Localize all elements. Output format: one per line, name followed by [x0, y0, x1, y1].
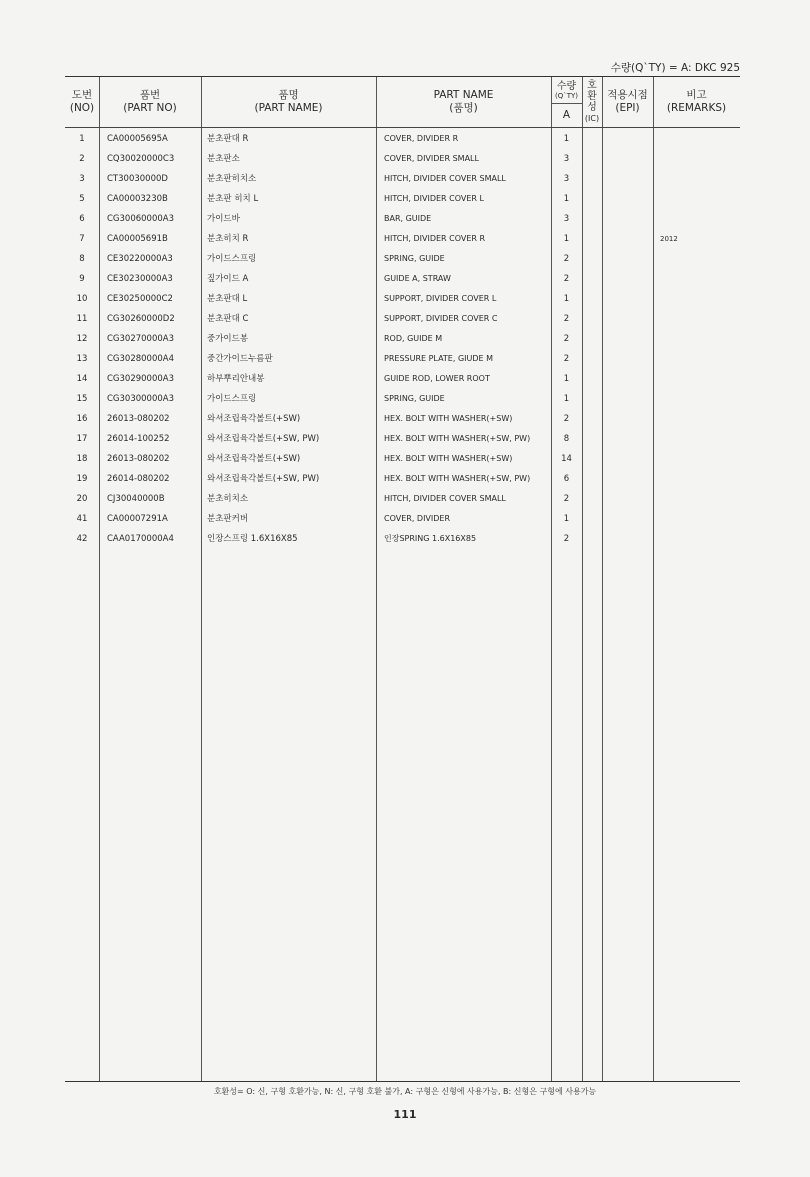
- cell-part-name: 분초판히치소: [207, 174, 257, 184]
- header-ic-en: (IC): [584, 114, 600, 123]
- cell-no: 17: [76, 434, 88, 444]
- cell-part-no: 26014-080202: [107, 474, 170, 484]
- cell-part-no: CG30270000A3: [107, 334, 175, 344]
- header-epi-ko: 적용시점: [607, 89, 648, 101]
- cell-part-no: CE30250000C2: [107, 294, 173, 304]
- cell-part-no: CG30260000D2: [107, 314, 175, 324]
- cell-part-name-en: HEX. BOLT WITH WASHER(+SW): [384, 454, 513, 463]
- cell-part-name-en: GUIDE ROD, LOWER ROOT: [384, 374, 490, 383]
- table-row: [65, 489, 740, 509]
- cell-qty: 1: [563, 374, 570, 384]
- header-eng-name: [376, 77, 551, 127]
- cell-part-name-en: HITCH, DIVIDER COVER R: [384, 234, 486, 243]
- cell-part-name-en: SPRING, GUIDE: [384, 394, 445, 403]
- cell-no: 11: [76, 314, 88, 324]
- cell-no: 10: [76, 294, 88, 304]
- cell-qty: 1: [563, 134, 570, 144]
- cell-part-no: CE30220000A3: [107, 254, 173, 264]
- header-qty-en: (Q`TY): [554, 91, 579, 100]
- cell-part-name-en: SPRING, GUIDE: [384, 254, 445, 263]
- cell-part-name-en: 인장SPRING 1.6X16X85: [384, 534, 477, 543]
- table-row: [65, 329, 740, 349]
- cell-part-name: 중간가이드누름판: [207, 354, 273, 364]
- cell-qty: 3: [563, 174, 570, 184]
- cell-part-name-en: HITCH, DIVIDER COVER SMALL: [384, 494, 506, 503]
- header-eng-name-ko: (품명): [449, 102, 478, 114]
- header-ic-3: 성: [587, 102, 597, 113]
- cell-no: 14: [76, 374, 88, 384]
- cell-part-no: 26014-100252: [107, 434, 170, 444]
- cell-qty: 2: [563, 254, 570, 264]
- cell-part-name-en: COVER, DIVIDER SMALL: [384, 154, 479, 163]
- cell-part-name: 분초판소: [207, 154, 240, 164]
- cell-part-name: 가이드스프링: [207, 254, 257, 264]
- cell-no: 16: [76, 414, 88, 424]
- table-row: [65, 289, 740, 309]
- cell-no: 19: [76, 474, 88, 484]
- header-ic-1: 호: [587, 80, 597, 91]
- table-row: [65, 269, 740, 289]
- cell-qty: 3: [563, 154, 570, 164]
- header-remarks-en: (REMARKS): [666, 102, 727, 114]
- header-no: [65, 77, 99, 127]
- table-row: [65, 309, 740, 329]
- cell-part-name-en: COVER, DIVIDER R: [384, 134, 459, 143]
- cell-no: 20: [76, 494, 88, 504]
- cell-part-name: 분초판커버: [207, 514, 249, 524]
- cell-no: 42: [76, 534, 88, 544]
- cell-part-no: CG30290000A3: [107, 374, 175, 384]
- table-row: [65, 369, 740, 389]
- table-row: [65, 169, 740, 189]
- cell-no: 6: [79, 214, 85, 224]
- cell-no: 12: [76, 334, 88, 344]
- header-epi-en: (EPI): [615, 102, 640, 114]
- header-epi: [602, 77, 653, 127]
- cell-qty: 2: [563, 354, 570, 364]
- cell-qty: 2: [563, 534, 570, 544]
- cell-part-no: CA00005691B: [107, 234, 168, 244]
- qty-note: 수량(Q`TY) = A: DKC 925: [610, 62, 740, 74]
- header-ic: [582, 77, 602, 127]
- table-row: [65, 509, 740, 529]
- table-row: [65, 529, 740, 549]
- cell-part-no: CA00003230B: [107, 194, 168, 204]
- table-row: [65, 449, 740, 469]
- table-row: [65, 429, 740, 449]
- cell-no: 1: [79, 134, 85, 144]
- header-no-ko: 도번: [71, 89, 93, 101]
- header-remarks-ko: 비고: [686, 89, 707, 101]
- header-part-no-ko: 품번: [139, 89, 161, 101]
- cell-part-no: CQ30020000C3: [107, 154, 175, 164]
- cell-part-no: CJ30040000B: [107, 494, 165, 504]
- cell-no: 8: [79, 254, 85, 264]
- cell-qty: 8: [563, 434, 570, 444]
- cell-qty: 2: [563, 414, 570, 424]
- cell-part-name: 분초히치소: [207, 494, 249, 504]
- cell-remarks: 2012: [660, 235, 678, 243]
- table-row: [65, 349, 740, 369]
- cell-qty: 1: [563, 194, 570, 204]
- cell-part-name: 분초판대 L: [207, 294, 248, 304]
- table-row: [65, 209, 740, 229]
- cell-qty: 1: [563, 294, 570, 304]
- header-qty-model: A: [562, 109, 571, 121]
- cell-part-name-en: HEX. BOLT WITH WASHER(+SW): [384, 414, 513, 423]
- header-no-en: (NO): [69, 102, 95, 114]
- table-row: [65, 469, 740, 489]
- table-row: [65, 249, 740, 269]
- cell-part-no: CG30280000A4: [107, 354, 175, 364]
- cell-qty: 14: [561, 454, 572, 464]
- header-eng-name-en: PART NAME: [433, 89, 494, 101]
- cell-part-name: 분초판 히치 L: [207, 194, 259, 204]
- cell-part-name: 중가이드봉: [207, 334, 249, 344]
- cell-part-name: 분초히치 R: [207, 234, 249, 244]
- cell-part-name: 분초판대 C: [207, 314, 249, 324]
- cell-part-name: 가이드스프링: [207, 394, 257, 404]
- page-number: 111: [393, 1108, 417, 1121]
- cell-part-name-en: HEX. BOLT WITH WASHER(+SW, PW): [384, 434, 531, 443]
- table-row: [65, 409, 740, 429]
- cell-part-name: 와셔조립육각볼트(+SW): [207, 454, 301, 464]
- header-part-no-en: (PART NO): [123, 102, 177, 114]
- cell-part-no: CG30300000A3: [107, 394, 175, 404]
- header-ic-2: 환: [587, 91, 597, 102]
- cell-part-name-en: HITCH, DIVIDER COVER SMALL: [384, 174, 506, 183]
- cell-part-name: 가이드바: [207, 214, 240, 224]
- cell-part-no: 26013-080202: [107, 414, 170, 424]
- table-row: [65, 189, 740, 209]
- cell-part-no: CA00007291A: [107, 514, 168, 524]
- cell-no: 9: [79, 274, 85, 284]
- cell-no: 13: [76, 354, 88, 364]
- cell-part-name-en: COVER, DIVIDER: [384, 514, 451, 523]
- cell-part-no: CT30030000D: [107, 174, 168, 184]
- cell-part-name-en: SUPPORT, DIVIDER COVER C: [384, 314, 498, 323]
- cell-no: 3: [79, 174, 85, 184]
- cell-part-name-en: HITCH, DIVIDER COVER L: [384, 194, 484, 203]
- cell-part-name-en: HEX. BOLT WITH WASHER(+SW, PW): [384, 474, 531, 483]
- header-part-name-ko: 품명: [278, 89, 299, 101]
- cell-qty: 2: [563, 274, 570, 284]
- cell-part-name-en: BAR, GUIDE: [384, 214, 432, 223]
- cell-part-name-en: GUIDE A, STRAW: [384, 274, 451, 283]
- interchangeability-footnote: 호환성= O: 신, 구형 호환가능, N: 신, 구형 호환 불가, A: 구형은 신형에 사용가능, B: 신형은 구형에 사용가능: [213, 1087, 597, 1096]
- cell-no: 15: [76, 394, 88, 404]
- cell-qty: 2: [563, 494, 570, 504]
- cell-part-name: 와셔조립육각볼트(+SW, PW): [207, 474, 320, 484]
- cell-no: 5: [79, 194, 85, 204]
- cell-part-no: 26013-080202: [107, 454, 170, 464]
- cell-qty: 1: [563, 514, 570, 524]
- cell-part-name: 하부뿌리안내봉: [207, 374, 265, 384]
- header-qty: [551, 77, 582, 103]
- cell-part-no: CE30230000A3: [107, 274, 173, 284]
- cell-part-name-en: SUPPORT, DIVIDER COVER L: [384, 294, 497, 303]
- cell-part-name: 와셔조립육각볼트(+SW, PW): [207, 434, 320, 444]
- header-part-name: [201, 77, 376, 127]
- cell-qty: 2: [563, 314, 570, 324]
- cell-no: 7: [79, 234, 85, 244]
- parts-table: [65, 76, 740, 1082]
- cell-no: 41: [76, 514, 88, 524]
- header-remarks: [653, 77, 740, 127]
- cell-part-no: CA00005695A: [107, 134, 168, 144]
- table-row: [65, 129, 740, 149]
- cell-no: 18: [76, 454, 88, 464]
- cell-part-name: 분초판대 R: [207, 134, 249, 144]
- cell-part-name: 짚가이드 A: [207, 274, 249, 284]
- table-row: [65, 229, 740, 249]
- cell-qty: 6: [563, 474, 570, 484]
- cell-part-name-en: PRESSURE PLATE, GIUDE M: [384, 354, 494, 363]
- cell-part-name: 인장스프링 1.6X16X85: [207, 534, 298, 544]
- header-divider: [65, 127, 740, 128]
- header-part-no: [99, 77, 201, 127]
- cell-no: 2: [79, 154, 85, 164]
- header-qty-ko: 수량: [556, 80, 577, 92]
- cell-qty: 1: [563, 234, 570, 244]
- table-row: [65, 149, 740, 169]
- cell-qty: 2: [563, 334, 570, 344]
- cell-qty: 3: [563, 214, 570, 224]
- table-row: [65, 389, 740, 409]
- cell-qty: 1: [563, 394, 570, 404]
- header-part-name-en: (PART NAME): [254, 102, 323, 114]
- cell-part-no: CAA0170000A4: [107, 534, 174, 544]
- cell-part-name: 와셔조립육각볼트(+SW): [207, 414, 301, 424]
- cell-part-no: CG30060000A3: [107, 214, 175, 224]
- cell-part-name-en: ROD, GUIDE M: [384, 334, 443, 343]
